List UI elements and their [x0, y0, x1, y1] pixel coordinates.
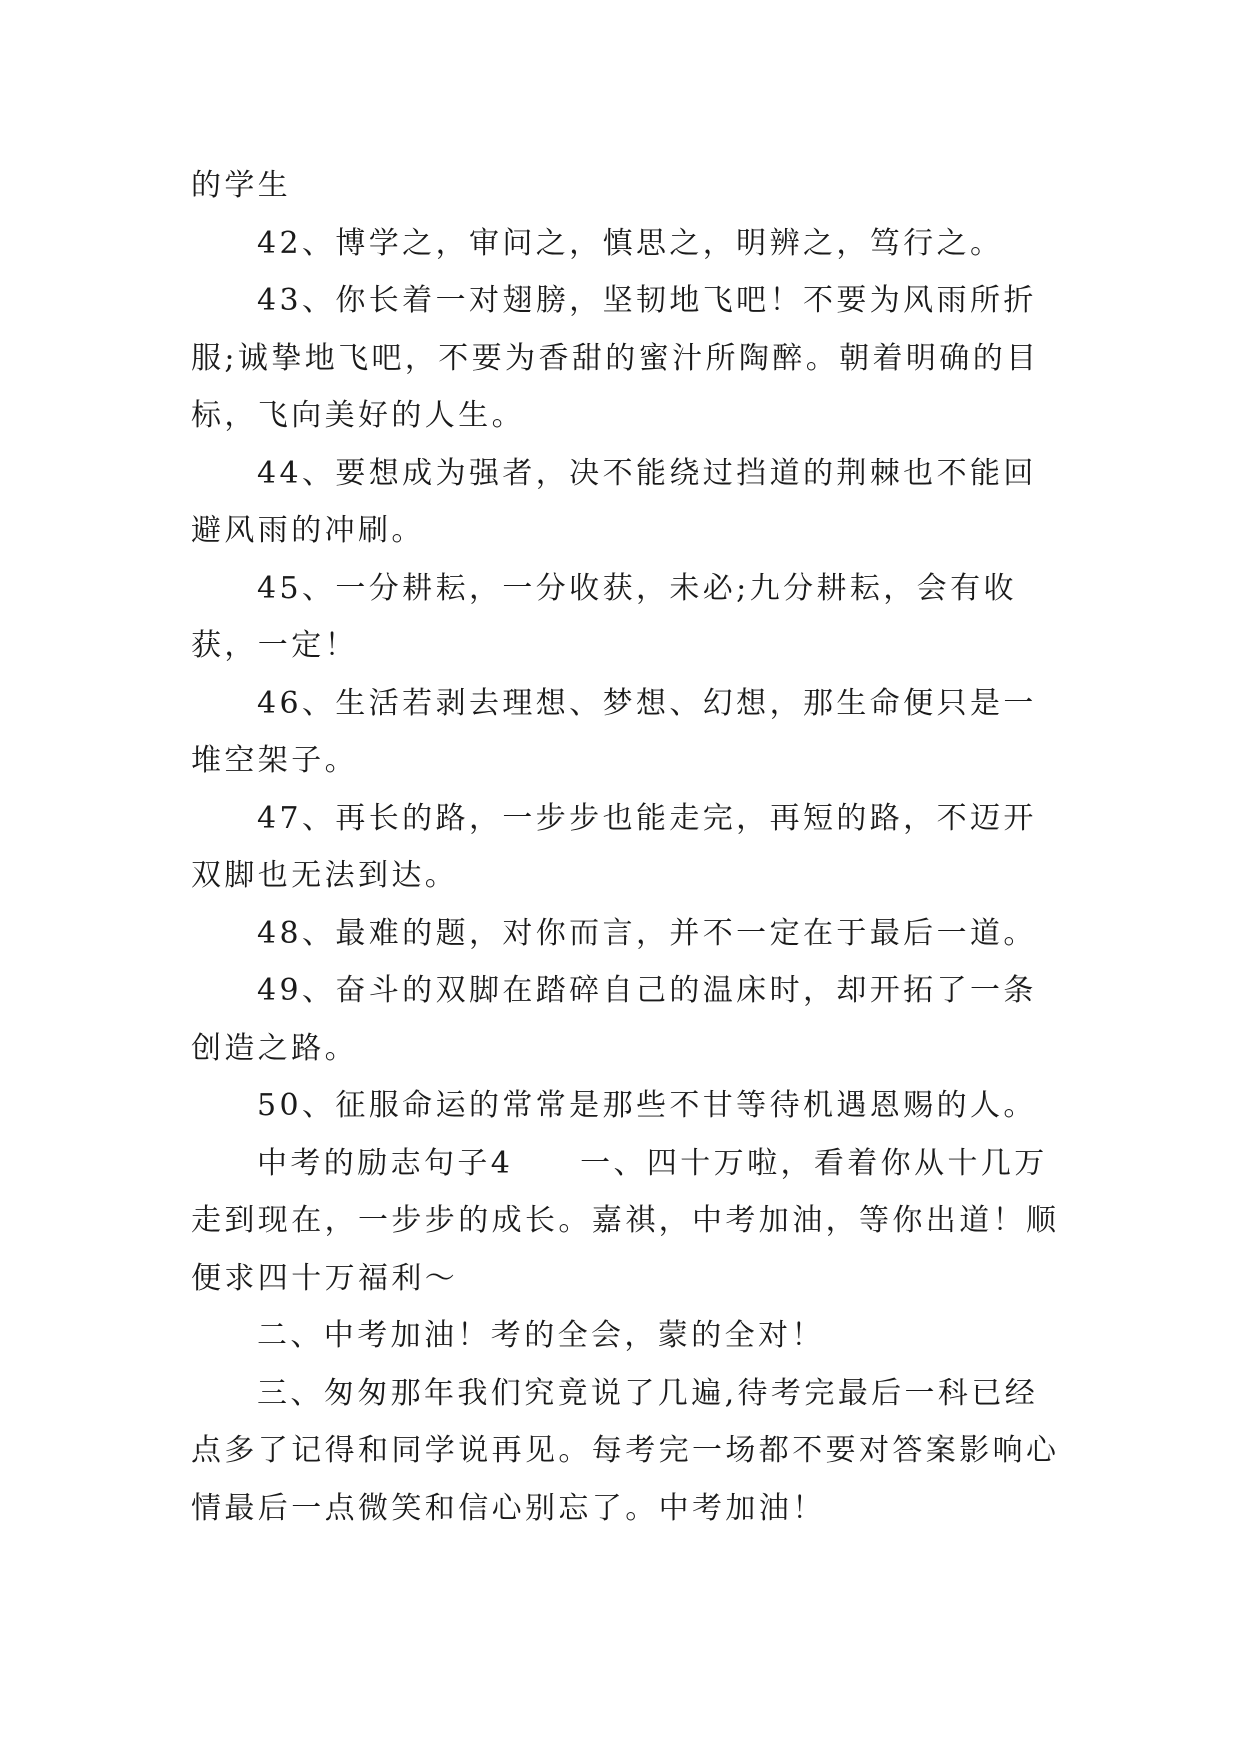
- document-body: [191, 157, 1061, 1537]
- paragraph: 44、要想成为强者，决不能绕过挡道的荆棘也不能回避风雨的冲刷。: [191, 455, 1037, 548]
- paragraph: 48、最难的题，对你而言，并不一定在于最后一道。: [257, 915, 1037, 951]
- paragraph: 中考的励志句子4 一、四十万啦，看着你从十几万走到现在，一步步的成长。嘉祺，中考加油，等你出道！顺便求四十万福利～: [191, 1145, 1060, 1296]
- paragraph: 二、中考加油！考的全会，蒙的全对！: [257, 1318, 825, 1353]
- paragraph: 47、再长的路，一步步也能走完，再短的路，不迈开双脚也无法到达。: [191, 800, 1037, 893]
- paragraph: 45、一分耕耘，一分收获，未必;九分耕耘，会有收获，一定！: [191, 570, 1017, 663]
- paragraph: 50、征服命运的常常是那些不甘等待机遇恩赐的人。: [257, 1088, 1037, 1123]
- paragraph: 三、匆匆那年我们究竟说了几遍,待考完最后一科已经点多了记得和同学说再见。每考完一场都不要对答案影响心情最后一点微笑和信心别忘了。中考加油！: [191, 1375, 1060, 1526]
- paragraph: 43、你长着一对翅膀，坚韧地飞吧！不要为风雨所折服;诚挚地飞吧，不要为香甜的蜜汁所陶醉。朝着明确的目标，飞向美好的人生。: [191, 283, 1040, 433]
- paragraph: 46、生活若剥去理想、梦想、幻想，那生命便只是一堆空架子。: [191, 685, 1037, 778]
- paragraph: 42、博学之，审问之，慎思之，明辨之，笃行之。: [257, 225, 1004, 261]
- paragraph: 的学生: [191, 168, 292, 203]
- paragraph: 49、奋斗的双脚在踏碎自己的温床时，却开拓了一条创造之路。: [191, 973, 1037, 1066]
